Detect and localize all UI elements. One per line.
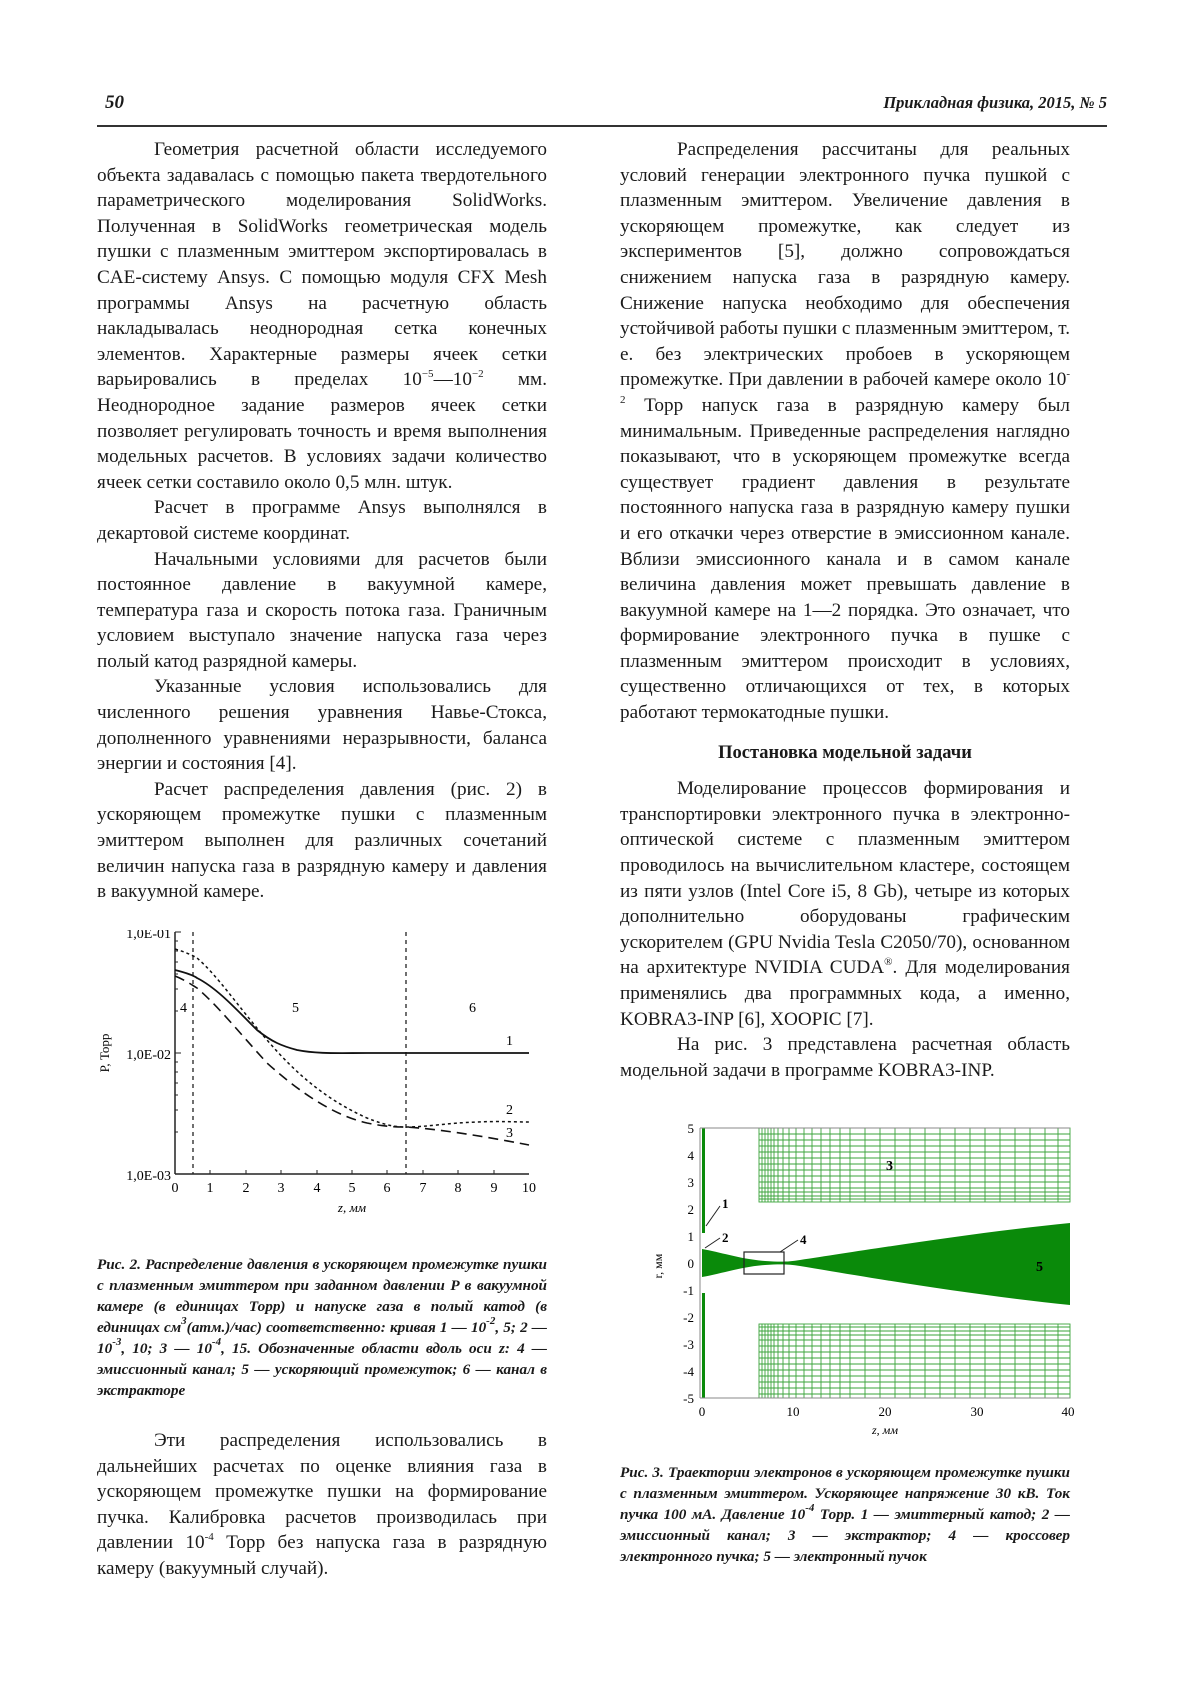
region-label-4: 4: [180, 1001, 187, 1016]
x-axis-label: z, мм: [337, 1200, 367, 1215]
figure-3-trajectories: [640, 1118, 1110, 1453]
extractor-mesh-top: [759, 1128, 1070, 1202]
figure-2-caption: Рис. 2. Распределение давления в ускоряющем промежутке пушки с плазменным эмиттером при заданном давлении P в вакуумной камере (в единицах Торр) и напуске газа в полый катод (в единицах $см^3(атм.)/час$) соответственно: кривая 1 — $10^{-2}$, 5; 2 — $10^{-3}$, 10; 3 — $10^{-4}$, 15. Обозначенные области вдоль оси z: 4 — эмиссионный канал; 5 — ускоряющий промежуток; 6 — канал в экстракторе: [97, 1256, 547, 1399]
x-tick-label: 6: [383, 1181, 391, 1196]
y-tick-label: 5: [687, 1121, 694, 1136]
y-tick-label: -2: [683, 1310, 694, 1325]
label-4: 4: [800, 1232, 807, 1247]
right-column: [620, 137, 1070, 1083]
x-tick-label: 9: [490, 1181, 498, 1196]
y-tick-label: -5: [683, 1391, 694, 1406]
header-divider: [97, 125, 1107, 127]
region-label-6: 6: [469, 1001, 476, 1016]
left-column: [97, 137, 547, 905]
x-tick-label: 4: [313, 1181, 321, 1196]
x-tick-label: 1: [206, 1181, 214, 1196]
label-1: 1: [722, 1196, 729, 1211]
label-3: 3: [886, 1159, 893, 1174]
x-tick-label: 40: [1061, 1404, 1075, 1419]
y-axis-label: P, Торр: [97, 1033, 112, 1073]
x-tick-label: 7: [419, 1181, 427, 1196]
label-2: 2: [722, 1230, 729, 1245]
label-5: 5: [1036, 1260, 1043, 1275]
paragraph: Моделирование процессов формирования и транспортировки электронного пучка в электронно-оптической системе с плазменным эмиттером проводилось на вычислительном кластере, состоящем из пяти узлов (Intel Core i5, 8 Gb), четыре из которых дополнительно оборудованы графическим ускорителем (GPU Nvidia Tesla C2050/70), основанном на архитектуре NVIDIA CUDA®. Для моделирования применялись два программных кода, а именно, KOBRA3-INP [6], XOOPIC [7].: [620, 778, 1071, 1030]
paragraph: Начальными условиями для расчетов были постоянное давление в вакуумной камере, температура газа и скорость потока газа. Граничным условием выступало значение напуска газа через полый катод разрядной камеры.: [97, 548, 547, 672]
figure-2-pressure-chart: [97, 930, 577, 1230]
left-bottom-paragraph: [97, 1428, 547, 1582]
x-tick-label: 10: [786, 1404, 800, 1419]
y-tick-label: 2: [687, 1202, 694, 1217]
curve-label-1: 1: [506, 1034, 513, 1049]
paragraph: На рис. 3 представлена расчетная область модельной задачи в программе KOBRA3-INP.: [620, 1034, 1070, 1081]
journal-title: Прикладная физика, 2015, № 5: [883, 93, 1107, 112]
paragraph: Расчет распределения давления (рис. 2) в ускоряющем промежутке пушки с плазменным эмиттером выполнен для различных сочетаний величин напуска газа в разрядную камеру и давления в вакуумной камере.: [97, 778, 547, 903]
y-tick-label: 1,0E-03: [126, 1169, 171, 1184]
x-tick-label: 0: [698, 1404, 706, 1419]
page-number: 50: [105, 92, 124, 113]
y-tick-label: 0: [687, 1256, 694, 1271]
x-tick-label: 30: [970, 1404, 984, 1419]
y-tick-label: -3: [683, 1337, 694, 1352]
x-tick-label: 10: [522, 1181, 536, 1196]
y-tick-label: 1: [687, 1229, 694, 1244]
paragraph: Распределения рассчитаны для реальных условий генерации электронного пучка пушкой с плазменным эмиттером. Увеличение давления в ускоряющем промежутке, как следует из экспериментов [5], должно сопровождаться снижением напуска газа в разрядную камеру. Снижение напуска необходимо для обеспечения устойчивой работы пушки с плазменным эмиттером, т. е. без электрических пробоев в ускоряющем промежутке. При давлении в рабочей камере около $10^{-2}$ Торр напуск газа в разрядную камеру был минимальным. Приведенные распределения наглядно показывают, что в ускоряющем промежутке всегда существует градиент давления в результате постоянного напуска газа в разрядную камеру пушки и его откачки через отверстие в эмиссионном канале. Вблизи эмиссионного канала и в самом канале величина давления может превышать давление в вакуумной камере на 1—2 порядка. Это означает, что формирование электронного пучка в пушке с плазменным эмиттером происходит в условиях, существенно отличающихся от тех, в которых работают термокатодные пушки.: [620, 139, 1070, 724]
y-tick-label: 1,0E-01: [126, 930, 171, 942]
paragraph: Геометрия расчетной области исследуемого объекта задавалась с помощью пакета твердотельного параметрического моделирования SolidWorks. Полученная в SolidWorks геометрическая модель пушки с плазменным эмиттером экспортировалась в CAE-систему Ansys. С помощью модуля CFX Mesh программы Ansys на расчетную область накладывалась неоднородная сетка конечных элементов. Характерные размеры ячеек сетки варьировались в пределах $10^{-5}—10^{-2}$ мм. Неоднородное задание размеров ячеек сетки позволяет регулировать точность и время выполнения модельных расчетов. В условиях задачи количество ячеек сетки составило около 0,5 млн. штук.: [97, 139, 547, 493]
section-heading: Постановка модельной задачи: [718, 742, 972, 763]
y-tick-label: 4: [687, 1148, 694, 1163]
electron-beam: [702, 1223, 1070, 1305]
figure-3-caption: Рис. 3. Траектории электронов в ускоряющем промежутке пушки с плазменным эмиттером. Ускоряющее напряжение 30 кВ. Ток пучка 100 мА. Давление $10^{-4}$ Торр. 1 — эмиттерный катод; 2 — эмиссионный канал; 3 — экстрактор; 4 — кроссовер электронного пучка; 5 — электронный пучок: [620, 1464, 1070, 1565]
paragraph: Указанные условия использовались для численного решения уравнения Навье-Стокса, дополненного уравнениями неразрывности, баланса энергии и состояния [4].: [97, 676, 547, 775]
y-tick-label: 1,0E-02: [126, 1048, 171, 1063]
y-axis-label: r, мм: [651, 1253, 665, 1279]
extractor-mesh-bottom: [759, 1324, 1070, 1398]
x-tick-label: 0: [171, 1181, 179, 1196]
y-tick-label: 3: [687, 1175, 694, 1190]
x-tick-label: 3: [277, 1181, 285, 1196]
x-tick-label: 2: [242, 1181, 250, 1196]
curve-label-2: 2: [506, 1103, 513, 1118]
y-tick-label: -4: [683, 1364, 694, 1379]
y-tick-label: -1: [683, 1283, 694, 1298]
x-axis-label: z, мм: [872, 1423, 898, 1437]
curve-label-3: 3: [506, 1126, 513, 1141]
page-header: [97, 92, 1107, 118]
x-tick-label: 5: [348, 1181, 356, 1196]
cathode-top: [702, 1128, 705, 1233]
cathode-bottom: [702, 1293, 705, 1398]
paragraph: Эти распределения использовались в дальнейших расчетах по оценке влияния газа в ускоряющем промежутке пушки на формирование пучка. Калибровка расчетов производилась при давлении $10^{-4}$ Торр без напуска газа в разрядную камеру (вакуумный случай).: [97, 1430, 548, 1579]
x-tick-label: 8: [454, 1181, 462, 1196]
region-label-5: 5: [292, 1001, 299, 1016]
paragraph: Расчет в программе Ansys выполнялся в декартовой системе координат.: [97, 497, 547, 544]
x-tick-label: 20: [878, 1404, 892, 1419]
